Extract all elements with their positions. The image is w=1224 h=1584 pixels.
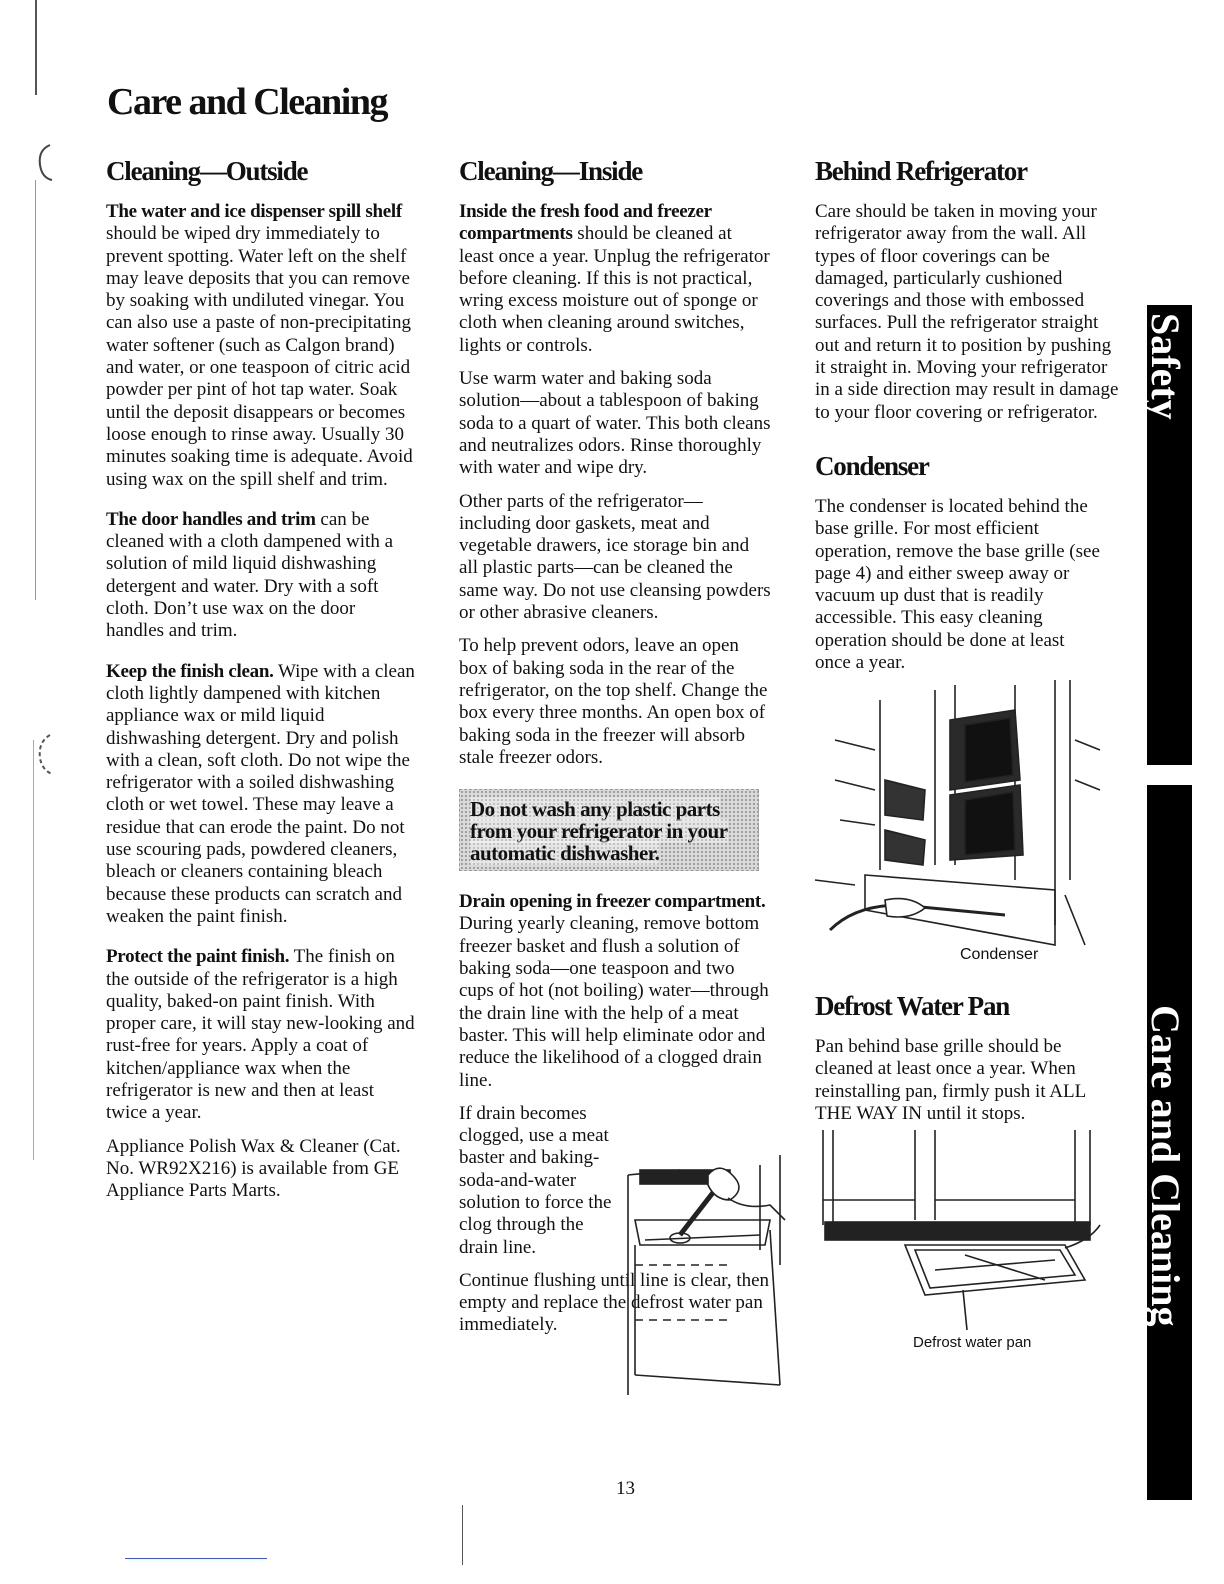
paragraph: Other parts of the refrigerator—including door gaskets, meat and vegetable drawers, ice storage bin and all plastic parts—can be cleaned the same way. Do not use cleansing powders or other abrasive cleaners. bbox=[459, 490, 771, 624]
paragraph: To help prevent odors, leave an open box of baking soda in the rear of the refrigerator, on the top shelf. Change the box every three months. An open box of baking soda in the freezer will absorb stale freezer odors. bbox=[459, 635, 768, 768]
side-tab-label: Care and Cleaning bbox=[1143, 1005, 1188, 1327]
column-behind-refrigerator bbox=[815, 155, 1120, 685]
paragraph: The door handles and trim can be cleaned with a cloth dampened with a solution of mild liquid dishwashing detergent and water. Dry with a soft cloth. Don’t use wax on the door handles and trim. bbox=[106, 508, 394, 642]
section-heading: Behind Refrigerator bbox=[815, 156, 1027, 186]
column-cleaning-outside bbox=[106, 155, 418, 1213]
page-title: Care and Cleaning bbox=[107, 81, 387, 123]
punch-hole-mark bbox=[30, 140, 70, 185]
figure-caption: Defrost water pan bbox=[913, 1334, 1032, 1351]
binding-line bbox=[35, 180, 36, 600]
side-tab-care-and-cleaning bbox=[1143, 785, 1192, 1500]
section-heading: Condenser bbox=[815, 450, 929, 481]
paragraph: The condenser is located behind the base grille. For most efficient operation, remove the base grille (see page 4) and either sweep away or vacuum up dust that is readily accessible. This easy cleaning operation should be done at least once a year. bbox=[815, 495, 1100, 674]
paragraph: Inside the fresh food and freezer compartments should be cleaned at least once a year. Unplug the refrigerator before cleaning. If this is not practical, wring excess moisture out of sponge or cloth when cleaning around switches, lights or controls. bbox=[459, 201, 770, 356]
page-number: 13 bbox=[616, 1478, 635, 1499]
paragraph: Appliance Polish Wax & Cleaner (Cat. No. WR92X216) is available from GE Appliance Parts Marts. bbox=[106, 1135, 401, 1202]
section-heading: Defrost Water Pan bbox=[815, 991, 1010, 1021]
paragraph: Use warm water and baking soda solution—about a tablespoon of baking soda to a quart of water. This both cleans and neutralizes odors. Rinse thoroughly with water and wipe dry. bbox=[459, 368, 771, 479]
paragraph: The water and ice dispenser spill shelf should be wiped dry immediately to prevent spotting. Water left on the shelf may leave deposits that you can remove by soaking with undiluted vinegar. You can also use a paste of non-precipitating water softener (such as Calgon brand) and water, or one teaspoon of citric acid powder per pint of hot tap water. Soak until the deposit disappears or becomes loose enough to rinse away. Usually 30 minutes soaking time is adequate. Avoid using wax on the spill shelf and trim. bbox=[106, 201, 413, 490]
paragraph: Continue flushing until line is clear, then empty and replace the defrost water pan immediately. bbox=[459, 1269, 770, 1336]
paragraph: Pan behind base grille should be cleaned at least once a year. When reinstalling pan, firmly push it ALL THE WAY IN until it stops. bbox=[815, 1036, 1086, 1124]
paragraph: Drain opening in freezer compartment. During yearly cleaning, remove bottom freezer basket and flush a solution of baking soda—one teaspoon and two cups of hot (not boiling) water—through the drain line with the help of a meat baster. This will help eliminate odor and reduce the likelihood of a clogged drain line. bbox=[459, 891, 769, 1091]
paragraph: Keep the finish clean. Wipe with a clean cloth lightly dampened with kitchen appliance wax or mild liquid dishwashing detergent. Dry and polish with a clean, soft cloth. Do not wipe the refrigerator with a soiled dishwashing cloth or wet towel. These may leave a residue that can erode the paint. Do not use scouring pads, powdered cleaners, bleach or cleaners containing bleach because these products can scratch and weaken the paint finish. bbox=[106, 660, 415, 927]
section-heading: Cleaning—Inside bbox=[459, 156, 643, 186]
punch-hole-mark bbox=[30, 730, 70, 780]
drain-baster-illustration bbox=[620, 1150, 790, 1400]
side-tab-safety bbox=[1143, 305, 1192, 765]
section-heading: Cleaning—Outside bbox=[106, 156, 308, 186]
warning-box: Do not wash any plastic parts from your refrigerator in your automatic dishwasher. bbox=[459, 789, 759, 871]
binding-line bbox=[33, 740, 34, 1160]
side-tab-label: Safety bbox=[1143, 313, 1188, 420]
paragraph: Care should be taken in moving your refrigerator away from the wall. All types of floor coverings can be damaged, particularly cushioned coverings and those with embossed surfaces. Pull the refrigerator straight out and return it to position by pushing it straight in. Moving your refrigerator in a side direction may result in damage to your floor covering or refrigerator. bbox=[815, 201, 1119, 423]
defrost-pan-illustration bbox=[815, 1130, 1105, 1315]
paragraph: If drain becomes clogged, use a meat baster and baking-soda-and-water solution to force the clog through the drain line. bbox=[459, 1102, 612, 1258]
paragraph: Protect the paint finish. The finish on the outside of the refrigerator is a high quality, baked-on paint finish. With proper care, it will stay new-looking and rust-free for years. Apply a coat of kitchen/appliance wax when the refrigerator is new and then at least twice a year. bbox=[106, 946, 415, 1124]
figure-caption: Condenser bbox=[960, 946, 1039, 963]
footer-link-rule bbox=[125, 1558, 267, 1559]
footer-rule bbox=[462, 1505, 463, 1565]
column-defrost-water-pan bbox=[815, 990, 1120, 1136]
condenser-illustration bbox=[815, 680, 1105, 950]
binding-line bbox=[35, 0, 37, 95]
